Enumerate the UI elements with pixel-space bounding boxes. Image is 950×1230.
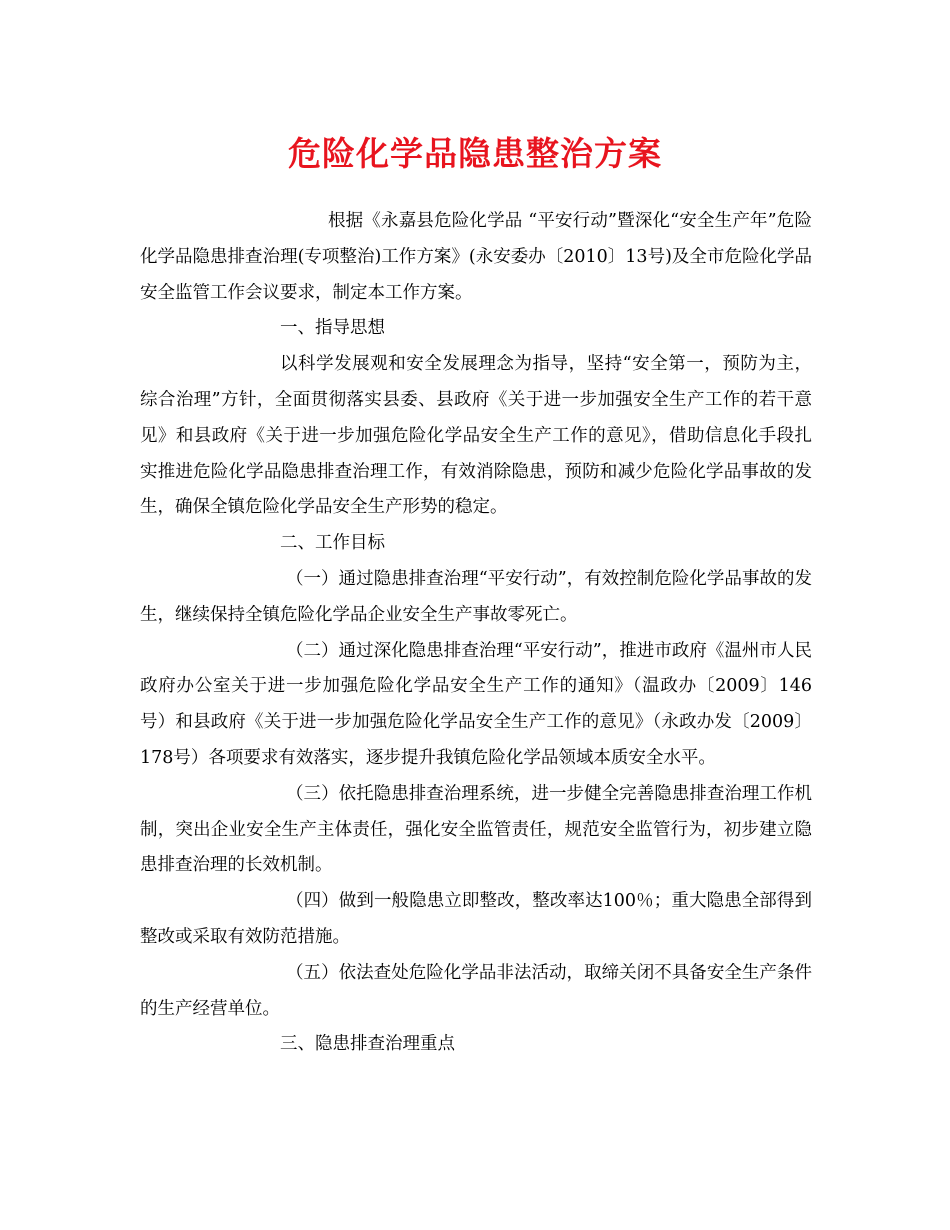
section-heading-work-goals: 二、工作目标 (280, 533, 385, 554)
intro-paragraph: 根据《永嘉县危险化学品 “平安行动”暨深化“安全生产年”危险化学品隐患排查治理(专项整治)工作方案》(永安委办〔2010〕13号)及全市危险化学品安全监管工作会议要求，制定本工作方案。 (140, 211, 812, 303)
goal-item: （五）依法查处危险化学品非法活动，取缔关闭不具备安全生产条件的生产经营单位。 (140, 962, 812, 1019)
section-heading-guiding-ideology: 一、指导思想 (280, 318, 385, 339)
goal-item: （三）依托隐患排查治理系统，进一步健全完善隐患排查治理工作机制，突出企业安全生产主体责任，强化安全监管责任，规范安全监管行为，初步建立隐患排查治理的长效机制。 (140, 783, 812, 876)
goal-item: （二）通过深化隐患排查治理“平安行动”，推进市政府《温州市人民政府办公室关于进一步加强危险化学品安全生产工作的通知》（温政办〔2009〕146号）和县政府《关于进一步加强危险化学品安全生产工作的意见》（永政办发〔2009〕178号）各项要求有效落实，逐步提升我镇危险化学品领域本质安全水平。 (140, 640, 812, 768)
section-heading-hazard-focus: 三、隐患排查治理重点 (280, 1034, 455, 1055)
document-body (140, 204, 812, 1063)
goal-item: （四）做到一般隐患立即整改，整改率达100％；重大隐患全部得到整改或采取有效防范措施。 (140, 891, 812, 947)
guiding-ideology-paragraph: 以科学发展观和安全发展理念为指导，坚持“安全第一，预防为主，综合治理”方针，全面贯彻落实县委、县政府《关于进一步加强安全生产工作的若干意见》和县政府《关于进一步加强危险化学品安全生产工作的意见》，借助信息化手段扎实推进危险化学品隐患排查治理工作，有效消除隐患，预防和减少危险化学品事故的发生，确保全镇危险化学品安全生产形势的稳定。 (140, 354, 812, 518)
document-title: 危险化学品隐患整治方案 (288, 134, 662, 173)
goal-item: （一）通过隐患排查治理“平安行动”，有效控制危险化学品事故的发生，继续保持全镇危险化学品企业安全生产事故零死亡。 (140, 568, 812, 625)
